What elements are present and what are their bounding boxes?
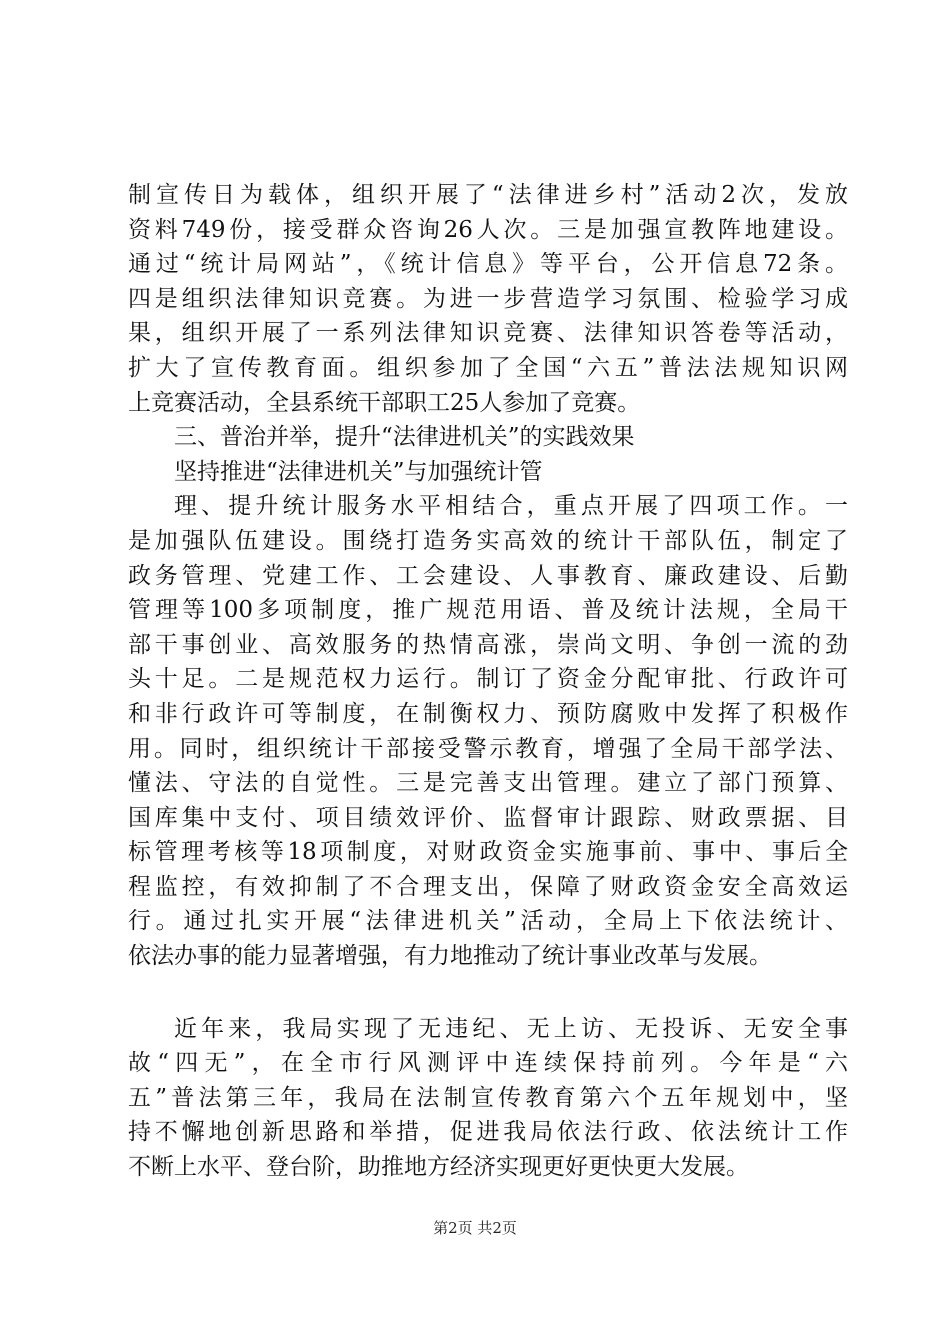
text-line: 制宣传日为载体，组织开展了“法律进乡村”活动2次，发放 bbox=[128, 182, 848, 208]
section-heading: 三、普治并举，提升“法律进机关”的实践效果 bbox=[174, 424, 635, 451]
text-line: 部干事创业、高效服务的热情高涨，崇尚文明、争创一流的劲 bbox=[128, 631, 848, 658]
text-line: 标管理考核等18项制度，对财政资金实施事前、事中、事后全 bbox=[128, 839, 848, 866]
text-line: 扩大了宣传教育面。组织参加了全国“六五”普法法规知识网 bbox=[128, 354, 848, 381]
text-line: 五”普法第三年，我局在法制宣传教育第六个五年规划中，坚 bbox=[128, 1084, 848, 1111]
text-line: 故“四无”，在全市行风测评中连续保持前列。今年是“六 bbox=[128, 1050, 848, 1077]
text-line: 近年来，我局实现了无违纪、无上访、无投诉、无安全事 bbox=[174, 1015, 848, 1042]
page-number: 第2页 共2页 bbox=[433, 1219, 517, 1237]
section-lead: 坚持推进“法律进机关”与加强统计管 bbox=[174, 458, 543, 485]
text-line: 通过“统计局网站”，《统计信息》等平台，公开信息72条。 bbox=[128, 251, 848, 278]
text-line: 头十足。二是规范权力运行。制订了资金分配审批、行政许可 bbox=[128, 666, 848, 693]
text-line: 懂法、守法的自觉性。三是完善支出管理。建立了部门预算、 bbox=[128, 770, 848, 797]
text-line: 上竞赛活动，全县系统干部职工25人参加了竞赛。 bbox=[128, 389, 641, 416]
text-line: 是加强队伍建设。围绕打造务实高效的统计干部队伍，制定了 bbox=[128, 527, 848, 554]
text-line: 用。同时，组织统计干部接受警示教育，增强了全局干部学法、 bbox=[128, 735, 848, 762]
text-line: 政务管理、党建工作、工会建设、人事教育、廉政建设、后勤 bbox=[128, 562, 848, 589]
text-line: 持不懈地创新思路和举措，促进我局依法行政、依法统计工作 bbox=[128, 1119, 848, 1146]
text-line: 行。通过扎实开展“法律进机关”活动，全局上下依法统计、 bbox=[128, 908, 848, 935]
text-line: 管理等100多项制度，推广规范用语、普及统计法规，全局干 bbox=[128, 597, 848, 624]
text-line: 资料749份，接受群众咨询26人次。三是加强宣教阵地建设。 bbox=[128, 216, 848, 243]
text-line: 四是组织法律知识竞赛。为进一步营造学习氛围、检验学习成 bbox=[128, 285, 848, 312]
text-line: 和非行政许可等制度，在制衡权力、预防腐败中发挥了积极作 bbox=[128, 700, 848, 727]
paragraph-gap bbox=[128, 974, 848, 1012]
text-line: 果，组织开展了一系列法律知识竞赛、法律知识答卷等活动， bbox=[128, 320, 848, 347]
text-line: 理、提升统计服务水平相结合，重点开展了四项工作。一 bbox=[174, 493, 848, 520]
text-line: 不断上水平、登台阶，助推地方经济实现更好更快更大发展。 bbox=[128, 1154, 749, 1181]
document-body bbox=[128, 178, 848, 1185]
text-line: 依法办事的能力显著增强，有力地推动了统计事业改革与发展。 bbox=[128, 943, 772, 970]
text-line: 国库集中支付、项目绩效评价、监督审计跟踪、财政票据、目 bbox=[128, 804, 848, 831]
text-line: 程监控，有效抑制了不合理支出，保障了财政资金安全高效运 bbox=[128, 873, 848, 900]
